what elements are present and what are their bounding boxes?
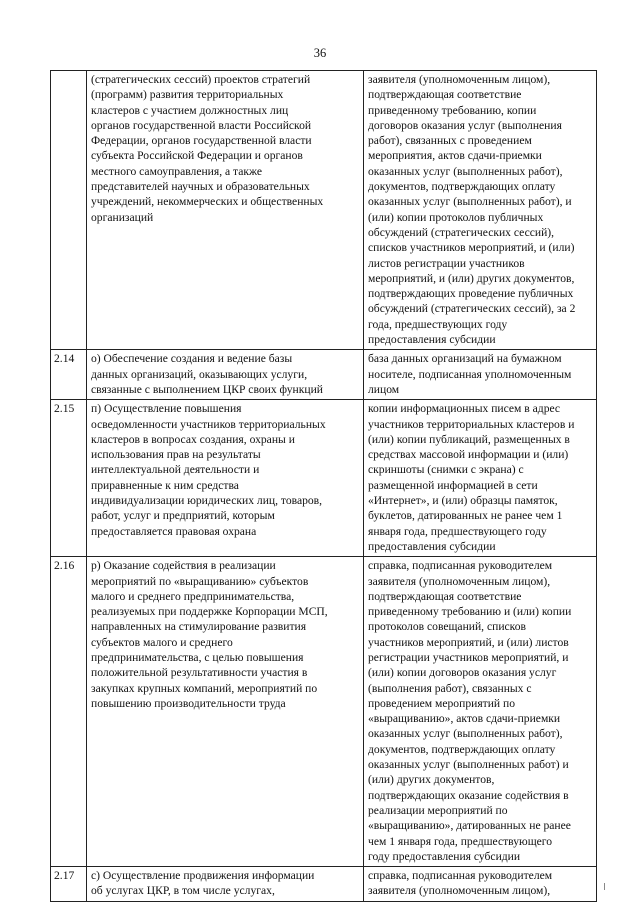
description-line: закупках крупных компаний, мероприятий по [91, 681, 318, 695]
description-line: предоставляется правовая охрана [91, 524, 257, 538]
document-line: предоставления субсидии [368, 539, 496, 553]
document-line: размещенной информацией в сети [368, 478, 538, 492]
margin-mark [604, 883, 605, 890]
description-line: работ, услуг и предприятий, которым [91, 509, 275, 523]
row-number-cell: 2.14 [51, 350, 87, 400]
description-line: приравненные к ним средства [91, 478, 239, 492]
document-line: документов, подтверждающих оплату [368, 180, 556, 194]
document-line: листов регистрации участников [368, 256, 525, 270]
description-line: Федерации, органов государственной власти [91, 134, 312, 148]
table-row [51, 71, 597, 350]
requirement-description-cell [87, 71, 364, 350]
table-row [51, 400, 597, 557]
document-line: носителе, подписанная уполномоченным [368, 367, 572, 381]
description-line: представителей научных и образовательных [91, 180, 310, 194]
document-line: чем 1 января года, предшествующего [368, 834, 553, 848]
description-line: организаций [91, 210, 154, 224]
requirement-description-cell [87, 400, 364, 557]
description-line: р) Оказание содействия в реализации [91, 559, 276, 573]
document-line: оказанных услуг (выполненных работ), [368, 164, 563, 178]
supporting-documents-cell [364, 557, 597, 867]
supporting-documents-cell [364, 71, 597, 350]
description-line: направленных на стимулирование развития [91, 620, 307, 634]
document-line: средствах массовой информации и (или) [368, 448, 569, 462]
description-line: связанные с выполнением ЦКР своих функций [91, 382, 324, 396]
document-line: году предоставления субсидии [368, 849, 521, 863]
document-line: лицом [368, 382, 400, 396]
description-line: (стратегических сессий) проектов стратегий [91, 73, 311, 86]
document-line: оказанных услуг (выполненных работ), [368, 727, 563, 741]
document-line: «Интернет», и (или) образцы памяток, [368, 494, 558, 508]
document-line: документов, подтверждающих оплату [368, 742, 556, 756]
description-line: учреждений, некоммерческих и общественных [91, 195, 324, 209]
document-line: «выращиванию», актов сдачи-приемки [368, 712, 561, 726]
description-line: осведомленности участников территориальных [91, 417, 326, 431]
requirement-description-cell [87, 867, 364, 902]
document-line: «выращиванию», датированных не ранее [368, 819, 571, 833]
requirement-description-cell [87, 350, 364, 400]
table-body [51, 71, 597, 902]
description-line: мероприятий по «выращиванию» субъектов [91, 574, 309, 588]
document-line: (или) копии публикаций, размещенных в [368, 432, 570, 446]
description-line: субъектов малого и среднего [91, 635, 233, 649]
description-line: интеллектуальной деятельности и [91, 463, 260, 477]
document-line: проведением мероприятий по [368, 696, 516, 710]
document-line: (или) других документов, [368, 773, 495, 787]
description-line: о) Обеспечение создания и ведение базы [91, 352, 293, 366]
document-line: обсуждений (стратегических сессий), [368, 225, 555, 239]
document-line: справка, подписанная руководителем [368, 869, 553, 883]
requirements-table [50, 70, 597, 902]
document-line: года, предшествующих году [368, 317, 508, 331]
description-line: с) Осуществление продвижения информации [91, 869, 315, 883]
table-row [51, 867, 597, 902]
document-line: копии информационных писем в адрес [368, 402, 561, 416]
document-line: обсуждений (стратегических сессий), за 2 [368, 302, 576, 316]
document-line: мероприятия, актов сдачи-приемки [368, 149, 542, 163]
document-line: приведенному требованию и (или) копии [368, 605, 572, 619]
row-number-cell [51, 71, 87, 350]
description-line: об услугах ЦКР, в том числе услугах, [91, 884, 275, 898]
document-line: января года, предшествующего году [368, 524, 547, 538]
description-line: субъекта Российской Федерации и органов [91, 149, 303, 163]
description-line: п) Осуществление повышения [91, 402, 242, 416]
description-line: местного самоуправления, а также [91, 164, 263, 178]
description-line: предпринимательства, с целью повышения [91, 650, 304, 664]
requirement-description-cell [87, 557, 364, 867]
page-number: 36 [313, 46, 327, 60]
supporting-documents-cell [364, 867, 597, 902]
description-line: индивидуализации юридических лиц, товаров, [91, 494, 323, 508]
document-line: предоставления субсидии [368, 333, 496, 347]
document-line: работ), связанных с проведением [368, 134, 532, 148]
description-line: реализуемых при поддержке Корпорации МСП, [91, 605, 328, 619]
document-line: скриншоты (снимки с экрана) с [368, 463, 524, 477]
description-line: кластеров с участием должностных лиц [91, 103, 289, 117]
document-line: подтверждающих проведение публичных [368, 287, 574, 301]
document-line: база данных организаций на бумажном [368, 352, 562, 366]
document-line: участников территориальных кластеров и [368, 417, 575, 431]
document-line: справка, подписанная руководителем [368, 559, 553, 573]
document-line: буклетов, датированных не ранее чем 1 [368, 509, 563, 523]
document-line: регистрации участников мероприятий, и [368, 650, 569, 664]
row-number-cell: 2.15 [51, 400, 87, 557]
description-line: кластеров в вопросах создания, охраны и [91, 432, 295, 446]
document-line: протоколов совещаний, списков [368, 620, 526, 634]
description-line: органов государственной власти Российской [91, 118, 312, 132]
document-line: подтверждающая соответствие [368, 88, 522, 102]
description-line: данных организаций, оказывающих услуги, [91, 367, 308, 381]
document-line: мероприятий, и (или) других документов, [368, 271, 575, 285]
document-line: участников мероприятий, и (или) листов [368, 635, 569, 649]
document-line: (или) копии протоколов публичных [368, 210, 544, 224]
description-line: повышению производительности труда [91, 696, 286, 710]
document-line: оказанных услуг (выполненных работ) и [368, 758, 569, 772]
document-line: списков участников мероприятий, и (или) [368, 241, 575, 255]
document-line: оказанных услуг (выполненных работ), и [368, 195, 572, 209]
description-line: использования прав на результаты [91, 448, 261, 462]
document-line: заявителя (уполномоченным лицом), [368, 884, 551, 898]
document-line: подтверждающая соответствие [368, 589, 522, 603]
description-line: положительной результативности участия в [91, 666, 308, 680]
document-line: реализации мероприятий по [368, 803, 508, 817]
supporting-documents-cell [364, 350, 597, 400]
supporting-documents-cell [364, 400, 597, 557]
document-line: заявителя (уполномоченным лицом), [368, 574, 551, 588]
document-line: (или) копии договоров оказания услуг [368, 666, 557, 680]
document-line: договоров оказания услуг (выполнения [368, 118, 562, 132]
document-line: приведенному требованию, копии [368, 103, 537, 117]
row-number-cell: 2.16 [51, 557, 87, 867]
table-row [51, 557, 597, 867]
description-line: (программ) развития территориальных [91, 88, 284, 102]
table-row [51, 350, 597, 400]
row-number-cell: 2.17 [51, 867, 87, 902]
document-line: (выполнения работ), связанных с [368, 681, 532, 695]
document-line: подтверждающих оказание содействия в [368, 788, 569, 802]
description-line: малого и среднего предпринимательства, [91, 589, 295, 603]
document-line: заявителя (уполномоченным лицом), [368, 73, 551, 86]
